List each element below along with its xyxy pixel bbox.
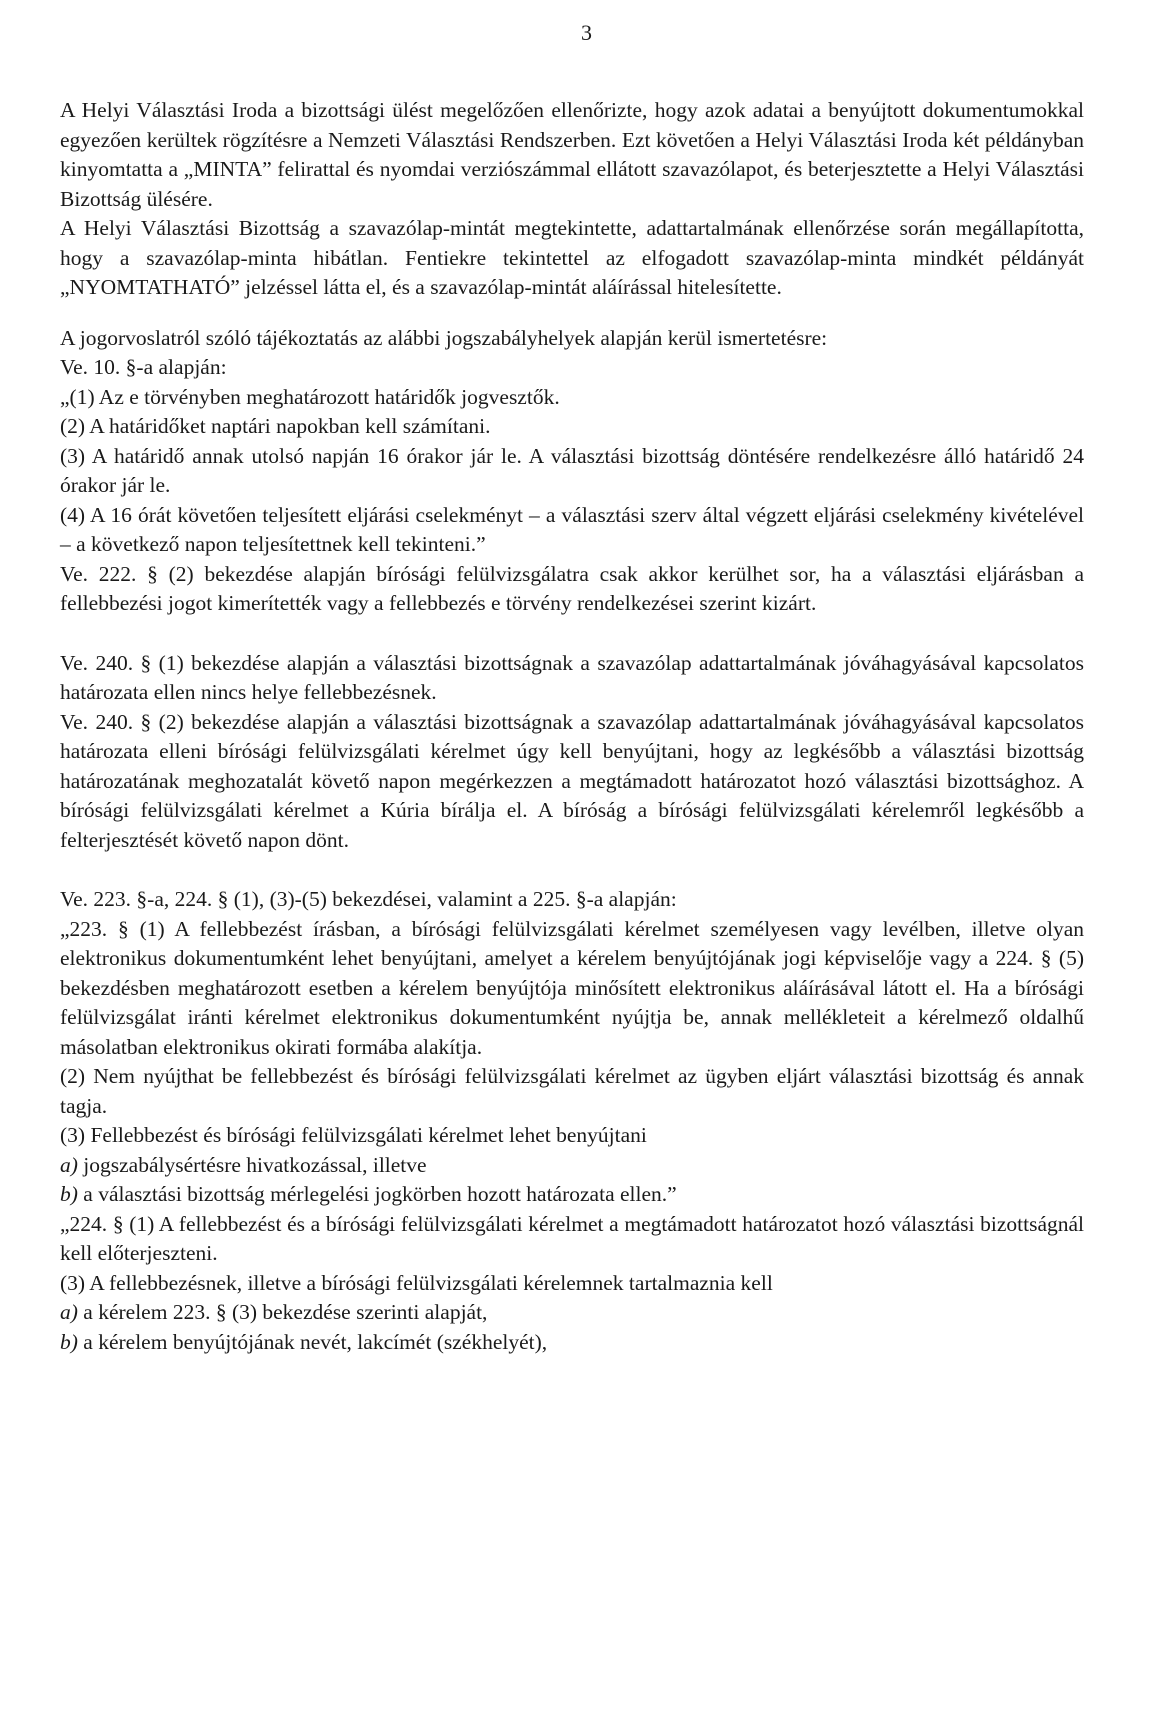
list-label-b: b)	[60, 1329, 78, 1354]
paragraph-ve10-heading: Ve. 10. §-a alapján:	[60, 355, 227, 379]
list-label-a: a)	[60, 1300, 78, 1324]
paragraph-ve240-1: Ve. 240. § (1) bekezdése alapján a választási bizottságnak a szavazólap adattartalmának jóváhagyásával kapcsolatos határozata ellen nincs helye fellebbezésnek.	[60, 650, 1084, 704]
document-body	[60, 96, 1084, 1357]
paragraph-ve223-3: (3) Fellebbezést és bírósági felülvizsgálati kérelmet lehet benyújtani	[60, 1123, 647, 1147]
page-number: 3	[581, 20, 592, 45]
list-item-224-b	[60, 1328, 1084, 1358]
paragraph-ve10-4: (4) A 16 órát követően teljesített eljárási cselekményt – a választási szerv által végzett eljárási cselekmény kivételével – a következő napon teljesítettnek kell tekinteni.”	[60, 502, 1084, 556]
list-text: a választási bizottság mérlegelési jogkörben hozott határozata ellen.”	[77, 1182, 677, 1206]
list-label-a: a)	[60, 1152, 78, 1177]
paragraph-committee-review: A Helyi Választási Bizottság a szavazólap-mintát megtekintette, adattartalmának ellenőrzése során megállapította, hogy a szavazólap-minta hibátlan. Fentiekre tekintettel az elfogadott szavazólap-minta mindkét példányát „NYOMTATHATÓ” jelzéssel látta el, és a szavazólap-mintát aláírással hitelesítette.	[60, 216, 1084, 299]
list-item-224-a	[60, 1298, 1084, 1328]
paragraph-ve222: Ve. 222. § (2) bekezdése alapján bírósági felülvizsgálatra csak akkor kerülhet sor, ha a választási eljárásban a fellebbezési jogot kimerítették vagy a fellebbezés e törvény rendelkezései szerint kizárt.	[60, 561, 1084, 615]
paragraph-ve10-1: „(1) Az e törvényben meghatározott határidők jogvesztők.	[60, 384, 560, 409]
paragraph-ve10-3: (3) A határidő annak utolsó napján 16 órakor jár le. A választási bizottság döntésére rendelkezésre álló határidő 24 órakor jár le.	[60, 443, 1084, 497]
paragraph-ve224-1: „224. § (1) A fellebbezést és a bírósági felülvizsgálati kérelmet a megtámadott határozatot hozó választási bizottságnál kell előterjeszteni.	[60, 1211, 1084, 1265]
list-text: jogszabálysértésre hivatkozással, illetve	[77, 1152, 427, 1177]
paragraph-ve223-heading: Ve. 223. §-a, 224. § (1), (3)-(5) bekezdései, valamint a 225. §-a alapján:	[60, 887, 677, 911]
paragraph-election-office-check: A Helyi Választási Iroda a bizottsági ülést megelőzően ellenőrizte, hogy azok adatai a benyújtott dokumentumokkal egyezően kerültek rögzítésre a Nemzeti Választási Rendszerben. Ezt követően a Helyi Választási Iroda két példányban kinyomtatta a „MINTA” felirattal és nyomdai verziószámmal ellátott szavazólapot, és beterjesztette a Helyi Választási Bizottság ülésére.	[60, 98, 1084, 211]
list-item-223-b	[60, 1180, 1084, 1210]
list-text: a kérelem 223. § (3) bekezdése szerinti alapját,	[77, 1300, 488, 1324]
paragraph-legal-remedy-intro: A jogorvoslatról szóló tájékoztatás az alábbi jogszabályhelyek alapján kerül ismertetésre:	[60, 325, 828, 350]
paragraph-ve10-2: (2) A határidőket naptári napokban kell számítani.	[60, 414, 491, 438]
list-item-223-a	[60, 1151, 1084, 1181]
paragraph-ve240-2: Ve. 240. § (2) bekezdése alapján a választási bizottságnak a szavazólap adattartalmának jóváhagyásával kapcsolatos határozata elleni bírósági felülvizsgálati kérelmet úgy kell benyújtani, hogy az legkésőbb a választási bizottság határozatának meghozatalát követő napon megérkezzen a megtámadott határozatot hozó választási bizottsághoz. A bírósági felülvizsgálati kérelmet a Kúria bírálja el. A bíróság a bírósági felülvizsgálati kérelemről legkésőbb a felterjesztését követő napon dönt.	[60, 709, 1084, 852]
list-text: a kérelem benyújtójának nevét, lakcímét (székhelyét),	[77, 1329, 548, 1354]
paragraph-ve223-1: „223. § (1) A fellebbezést írásban, a bírósági felülvizsgálati kérelmet személyesen vagy levélben, illetve olyan elektronikus dokumentumként lehet benyújtani, amelyet a kérelem benyújtójának jogi képviselője vagy a 224. § (5) bekezdésben meghatározott esetben a kérelem benyújtója minősített elektronikus aláírásával látott el. Ha a bírósági felülvizsgálat iránti kérelmet elektronikus dokumentumként nyújtja be, annak mellékleteit a kérelmező oldalhű másolatban elektronikus okirati formába alakítja.	[60, 916, 1084, 1059]
list-label-b: b)	[60, 1182, 78, 1206]
paragraph-ve223-2: (2) Nem nyújthat be fellebbezést és bírósági felülvizsgálati kérelmet az ügyben eljárt választási bizottság és annak tagja.	[60, 1064, 1084, 1118]
paragraph-ve224-3: (3) A fellebbezésnek, illetve a bírósági felülvizsgálati kérelemnek tartalmaznia kell	[60, 1270, 773, 1295]
